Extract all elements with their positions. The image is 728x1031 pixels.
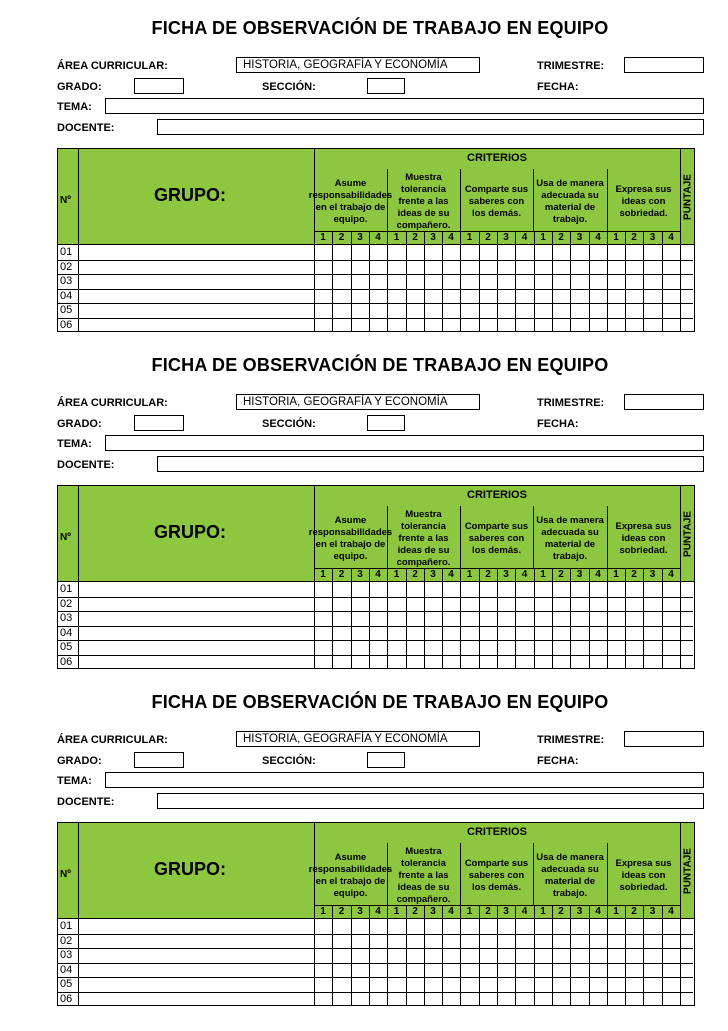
score-label: 4 — [668, 569, 674, 580]
group-rows — [57, 919, 695, 1006]
grid-line — [533, 506, 534, 568]
trimestre-label: TRIMESTRE: — [537, 734, 605, 746]
row-number: 02 — [60, 935, 73, 947]
grid-line — [680, 169, 681, 231]
group-name-cell[interactable] — [79, 289, 313, 304]
row-number: 02 — [60, 261, 73, 273]
fecha-label: FECHA: — [537, 81, 579, 93]
puntaje-header: PUNTAJE — [682, 173, 694, 220]
score-label: 4 — [521, 906, 528, 917]
table-header — [57, 148, 695, 245]
observation-sheet-2 — [0, 343, 728, 677]
score-label: 1 — [320, 569, 326, 580]
grid-line — [314, 506, 315, 568]
score-label: 1 — [320, 232, 326, 243]
tema-label: TEMA: — [57, 775, 92, 787]
score-label: 3 — [503, 232, 509, 243]
grado-field[interactable] — [134, 78, 184, 94]
score-label: 3 — [503, 569, 509, 580]
seccion-field[interactable] — [367, 415, 405, 431]
score-label: 2 — [338, 232, 345, 243]
score-label: 4 — [375, 569, 381, 580]
group-name-cell[interactable] — [79, 934, 313, 949]
group-name-cell[interactable] — [79, 582, 313, 597]
score-label: 4 — [375, 906, 381, 917]
score-label: 4 — [595, 232, 601, 243]
criterion-1: Asume responsabilidades en el trabajo de equipo. — [308, 515, 393, 562]
seccion-field[interactable] — [367, 752, 405, 768]
row-number: 05 — [60, 304, 73, 316]
seccion-label: SECCIÓN: — [262, 418, 316, 430]
row-number: 01 — [60, 246, 73, 258]
criterion-5: Expresa sus ideas con sobriedad. — [615, 184, 672, 219]
seccion-field[interactable] — [367, 78, 405, 94]
criterion-3: Comparte sus saberes con los demás. — [464, 521, 529, 556]
score-label: 2 — [338, 569, 345, 580]
docente-label: DOCENTE: — [57, 459, 115, 471]
seccion-label: SECCIÓN: — [262, 755, 316, 767]
tema-field[interactable] — [105, 98, 704, 114]
score-label: 3 — [357, 569, 363, 580]
tema-field[interactable] — [105, 772, 704, 788]
trimestre-field[interactable] — [624, 731, 704, 747]
docente-field[interactable] — [157, 119, 704, 135]
tema-label: TEMA: — [57, 101, 92, 113]
score-label: 2 — [631, 569, 637, 580]
grid-line — [460, 169, 461, 231]
criterion-2: Muestra tolerancia frente a las ideas de su compañero. — [396, 172, 451, 231]
group-name-cell[interactable] — [79, 977, 313, 992]
grid-line — [387, 169, 388, 231]
grid-line — [680, 905, 681, 918]
row-number: 02 — [60, 598, 73, 610]
row-number: 06 — [60, 656, 73, 668]
row-number: 01 — [60, 583, 73, 595]
score-label: 2 — [558, 569, 564, 580]
score-label: 1 — [613, 232, 619, 243]
docente-label: DOCENTE: — [57, 796, 115, 808]
score-label: 2 — [631, 906, 637, 917]
sheet-title: FICHA DE OBSERVACIÓN DE TRABAJO EN EQUIPO — [151, 355, 609, 375]
score-label: 3 — [430, 906, 436, 917]
group-name-cell[interactable] — [79, 611, 313, 626]
criterion-2: Muestra tolerancia frente a las ideas de su compañero. — [396, 846, 451, 905]
row-number: 03 — [60, 275, 73, 287]
grado-field[interactable] — [134, 415, 184, 431]
docente-field[interactable] — [157, 456, 704, 472]
score-label: 1 — [613, 569, 619, 580]
score-label: 1 — [466, 569, 473, 580]
row-number: 03 — [60, 612, 73, 624]
group-header: GRUPO: — [154, 185, 226, 205]
sheet-title: FICHA DE OBSERVACIÓN DE TRABAJO EN EQUIPO — [151, 18, 609, 38]
row-number: 04 — [60, 627, 73, 639]
group-name-cell[interactable] — [79, 260, 313, 275]
puntaje-header: PUNTAJE — [682, 510, 694, 557]
seccion-label: SECCIÓN: — [262, 81, 316, 93]
score-label: 3 — [576, 906, 583, 917]
group-header: GRUPO: — [154, 859, 226, 879]
score-label: 2 — [412, 569, 418, 580]
grid-line — [460, 506, 461, 568]
score-label: 1 — [393, 569, 400, 580]
score-label: 1 — [613, 906, 619, 917]
score-label: 3 — [576, 569, 583, 580]
table-header — [57, 485, 695, 582]
group-name-cell[interactable] — [79, 640, 313, 655]
score-label: 2 — [631, 232, 637, 243]
score-label: 4 — [448, 232, 454, 243]
grid-line — [78, 823, 79, 918]
criterion-4: Usa de manera adecuada su material de trabajo. — [536, 178, 604, 225]
score-label: 2 — [412, 232, 418, 243]
score-label: 1 — [540, 906, 546, 917]
group-name-cell[interactable] — [79, 992, 313, 1007]
trimestre-label: TRIMESTRE: — [537, 60, 605, 72]
row-number: 01 — [60, 920, 73, 932]
score-label: 3 — [576, 232, 583, 243]
row-number: 06 — [60, 319, 73, 331]
score-label: 4 — [668, 232, 674, 243]
criterion-4: Usa de manera adecuada su material de trabajo. — [536, 515, 604, 562]
grado-field[interactable] — [134, 752, 184, 768]
score-label: 2 — [485, 232, 491, 243]
puntaje-header: PUNTAJE — [682, 847, 694, 894]
row-number: 06 — [60, 993, 73, 1005]
group-name-cell[interactable] — [79, 245, 313, 260]
row-number: 04 — [60, 964, 73, 976]
grid-line — [314, 843, 315, 905]
grid-line — [680, 568, 681, 581]
group-name-cell[interactable] — [79, 948, 313, 963]
num-header: Nº — [60, 532, 71, 543]
score-label: 4 — [521, 232, 528, 243]
trimestre-label: TRIMESTRE: — [537, 397, 605, 409]
grid-line — [78, 149, 79, 244]
criterios-header: CRITERIOS — [467, 489, 527, 501]
score-label: 4 — [375, 232, 381, 243]
score-label: 2 — [558, 906, 564, 917]
grid-line — [680, 506, 681, 568]
criterion-3: Comparte sus saberes con los demás. — [464, 184, 529, 219]
area-label: ÁREA CURRICULAR: — [57, 397, 168, 409]
row-number: 03 — [60, 949, 73, 961]
criterion-5: Expresa sus ideas con sobriedad. — [615, 521, 672, 556]
fecha-label: FECHA: — [537, 418, 579, 430]
criterion-1: Asume responsabilidades en el trabajo de equipo. — [308, 178, 393, 225]
grid-line — [533, 843, 534, 905]
grid-line — [387, 843, 388, 905]
score-label: 3 — [430, 232, 436, 243]
group-name-cell[interactable] — [79, 655, 313, 670]
score-label: 1 — [466, 906, 473, 917]
score-label: 2 — [485, 906, 491, 917]
row-number: 05 — [60, 978, 73, 990]
grid-line — [460, 843, 461, 905]
criterios-header: CRITERIOS — [467, 826, 527, 838]
criterion-2: Muestra tolerancia frente a las ideas de su compañero. — [396, 509, 451, 568]
grado-label: GRADO: — [57, 81, 102, 93]
grid-line — [607, 506, 608, 568]
grid-line — [387, 506, 388, 568]
group-name-cell[interactable] — [79, 274, 313, 289]
grado-label: GRADO: — [57, 418, 102, 430]
criterion-5: Expresa sus ideas con sobriedad. — [615, 858, 672, 893]
row-number: 04 — [60, 290, 73, 302]
num-header: Nº — [60, 869, 71, 880]
score-label: 3 — [357, 232, 363, 243]
tema-label: TEMA: — [57, 438, 92, 450]
score-label: 3 — [430, 569, 436, 580]
score-label: 4 — [521, 569, 528, 580]
grid-line — [533, 169, 534, 231]
grid-line — [680, 843, 681, 905]
grado-label: GRADO: — [57, 755, 102, 767]
docente-label: DOCENTE: — [57, 122, 115, 134]
score-label: 3 — [357, 906, 363, 917]
group-name-cell[interactable] — [79, 919, 313, 934]
fecha-label: FECHA: — [537, 755, 579, 767]
sheet-title: FICHA DE OBSERVACIÓN DE TRABAJO EN EQUIPO — [151, 692, 609, 712]
table-header — [57, 822, 695, 919]
score-label: 2 — [485, 569, 491, 580]
observation-sheet-3 — [0, 680, 728, 1014]
score-label: 1 — [393, 906, 400, 917]
score-label: 1 — [393, 232, 400, 243]
criterion-3: Comparte sus saberes con los demás. — [464, 858, 529, 893]
score-label: 4 — [448, 569, 454, 580]
area-label: ÁREA CURRICULAR: — [57, 60, 168, 72]
group-name-cell[interactable] — [79, 597, 313, 612]
area-label: ÁREA CURRICULAR: — [57, 734, 168, 746]
score-label: 2 — [338, 906, 345, 917]
row-number: 05 — [60, 641, 73, 653]
area-field[interactable]: HISTORIA, GEOGRAFÍA Y ECONOMÍA — [236, 394, 480, 410]
criterios-header: CRITERIOS — [467, 152, 527, 164]
score-label: 2 — [558, 232, 564, 243]
group-name-cell[interactable] — [79, 303, 313, 318]
score-label: 4 — [668, 906, 674, 917]
score-label: 4 — [595, 906, 601, 917]
grid-line — [607, 169, 608, 231]
group-header: GRUPO: — [154, 522, 226, 542]
grid-line — [680, 231, 681, 244]
group-name-cell[interactable] — [79, 626, 313, 641]
score-label: 4 — [448, 906, 454, 917]
score-label: 4 — [595, 569, 601, 580]
score-label: 3 — [649, 569, 656, 580]
area-field[interactable]: HISTORIA, GEOGRAFÍA Y ECONOMÍA — [236, 57, 480, 73]
num-header: Nº — [60, 195, 71, 206]
score-label: 1 — [466, 232, 473, 243]
score-label: 1 — [320, 906, 326, 917]
trimestre-field[interactable] — [624, 394, 704, 410]
group-name-cell[interactable] — [79, 963, 313, 978]
score-label: 1 — [540, 232, 546, 243]
score-label: 3 — [649, 232, 656, 243]
score-label: 3 — [503, 906, 509, 917]
area-field[interactable]: HISTORIA, GEOGRAFÍA Y ECONOMÍA — [236, 731, 480, 747]
criterion-1: Asume responsabilidades en el trabajo de equipo. — [308, 852, 393, 899]
score-label: 3 — [649, 906, 656, 917]
group-name-cell[interactable] — [79, 318, 313, 333]
trimestre-field[interactable] — [624, 57, 704, 73]
criterion-4: Usa de manera adecuada su material de trabajo. — [536, 852, 604, 899]
group-rows — [57, 582, 695, 669]
observation-sheet-1 — [0, 6, 728, 340]
grid-line — [78, 486, 79, 581]
group-rows — [57, 245, 695, 332]
grid-line — [314, 169, 315, 231]
docente-field[interactable] — [157, 793, 704, 809]
score-label: 1 — [540, 569, 546, 580]
tema-field[interactable] — [105, 435, 704, 451]
grid-line — [607, 843, 608, 905]
score-label: 2 — [412, 906, 418, 917]
